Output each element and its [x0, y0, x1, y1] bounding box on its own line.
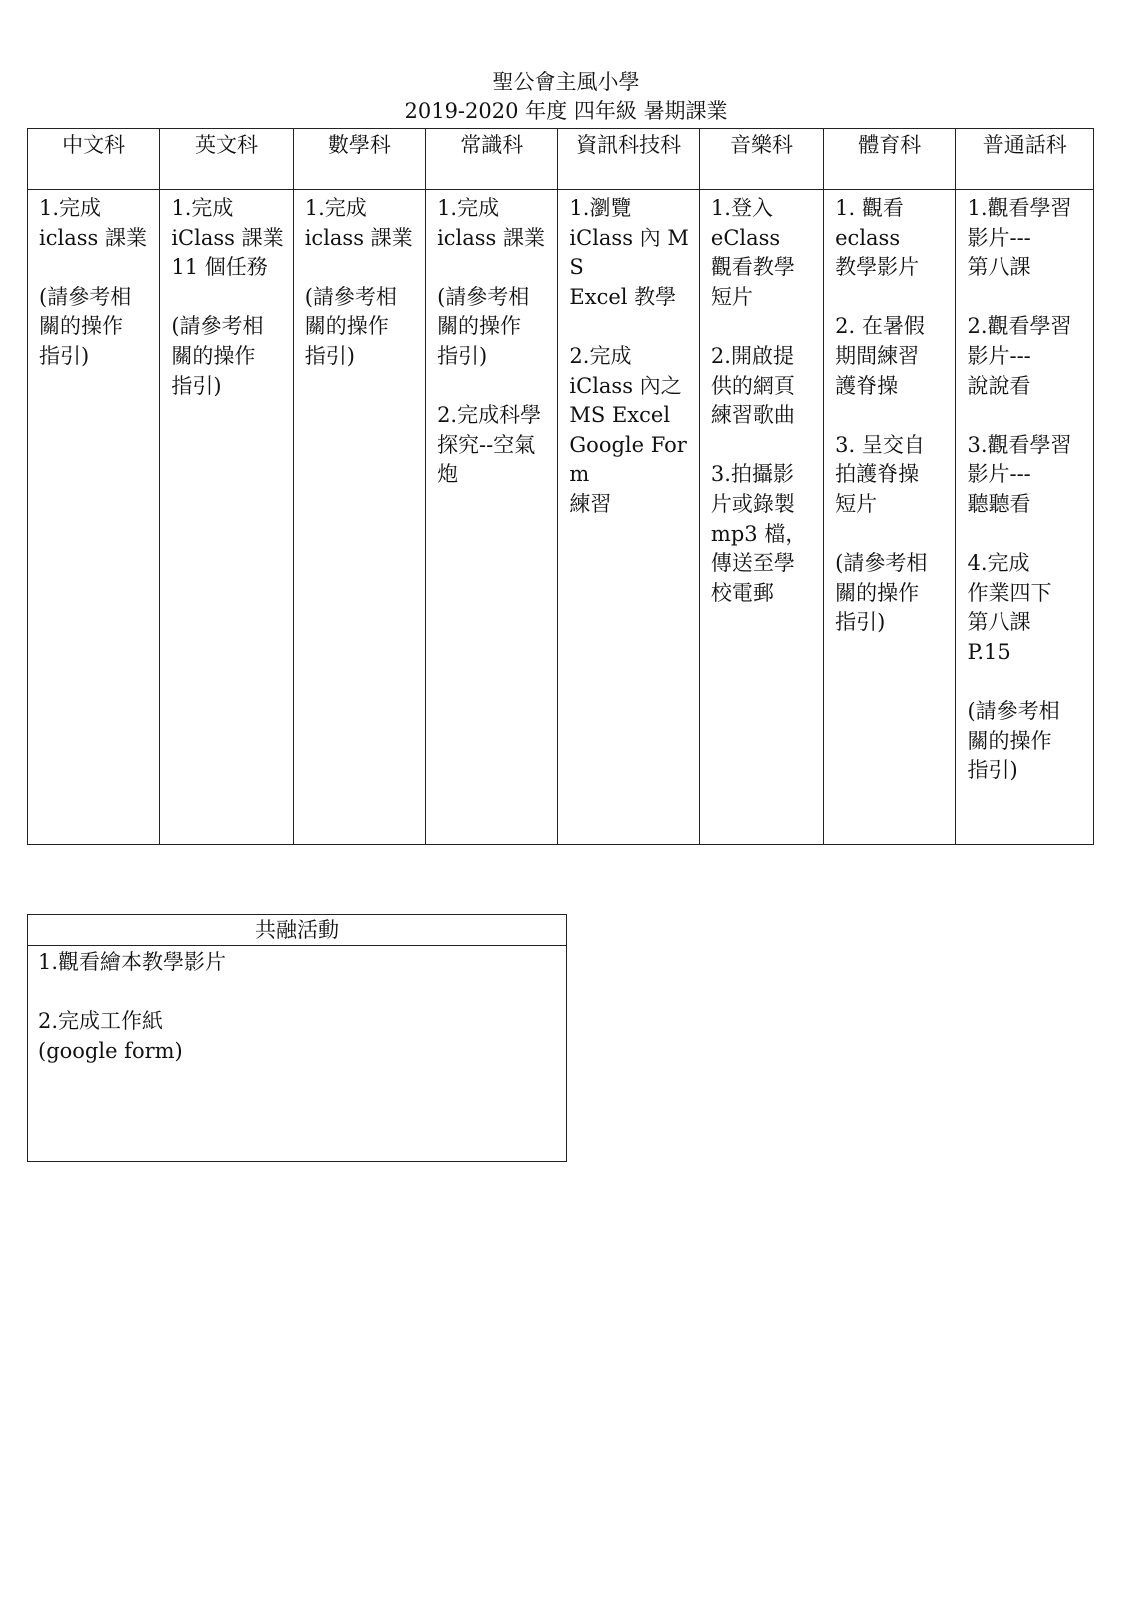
inclusive-activity-body: 1.觀看繪本教學影片 2.完成工作紙 (google form) — [38, 950, 227, 1063]
cell-chinese: 1.完成 iclass 課業 (請參考相 關的操作 指引) — [28, 190, 160, 845]
document-subtitle: 2019-2020 年度 四年級 暑期課業 — [404, 99, 728, 123]
header-putonghua: 普通話科 — [956, 129, 1094, 190]
cell-english: 1.完成 iClass 課業 11 個任務 (請參考相 關的操作 指引) — [160, 190, 293, 845]
homework-table — [27, 128, 1094, 845]
school-name: 聖公會主風小學 — [492, 70, 640, 94]
cell-music: 1.登入 eClass 觀看教學 短片 2.開啟提 供的網頁 練習歌曲 3.拍攝影 片或錄製 mp3 檔， 傳送至學 校電郵 — [699, 190, 823, 845]
cell-math: 1.完成 iclass 課業 (請參考相 關的操作 指引) — [293, 190, 425, 845]
cell-pe: 1. 觀看 eclass 教學影片 2. 在暑假 期間練習 護脊操 3. 呈交自 拍護脊操 短片 (請參考相 關的操作 指引) — [824, 190, 956, 845]
header-chinese: 中文科 — [28, 129, 160, 190]
header-music: 音樂科 — [699, 129, 823, 190]
cell-ict: 1.瀏覽 iClass 內 MS Excel 教學 2.完成 iClass 內之 MS Excel Google Form 練習 — [558, 190, 700, 845]
cell-general-studies: 1.完成 iclass 課業 (請參考相 關的操作 指引) 2.完成科學 探究--空氣 炮 — [426, 190, 558, 845]
header-math: 數學科 — [293, 129, 425, 190]
header-general-studies: 常識科 — [426, 129, 558, 190]
header-row — [28, 129, 1094, 190]
header-english: 英文科 — [160, 129, 293, 190]
task-row — [28, 190, 1094, 845]
inclusive-activity-title: 共融活動 — [28, 915, 566, 946]
cell-putonghua: 1.觀看學習 影片--- 第八課 2.觀看學習 影片--- 說說看 3.觀看學習 影片--- 聽聽看 4.完成 作業四下 第八課 P.15 (請參考相 關的操作 指引) — [956, 190, 1094, 845]
inclusive-activity-box — [27, 914, 567, 1162]
header-ict: 資訊科技科 — [558, 129, 700, 190]
header-pe: 體育科 — [824, 129, 956, 190]
